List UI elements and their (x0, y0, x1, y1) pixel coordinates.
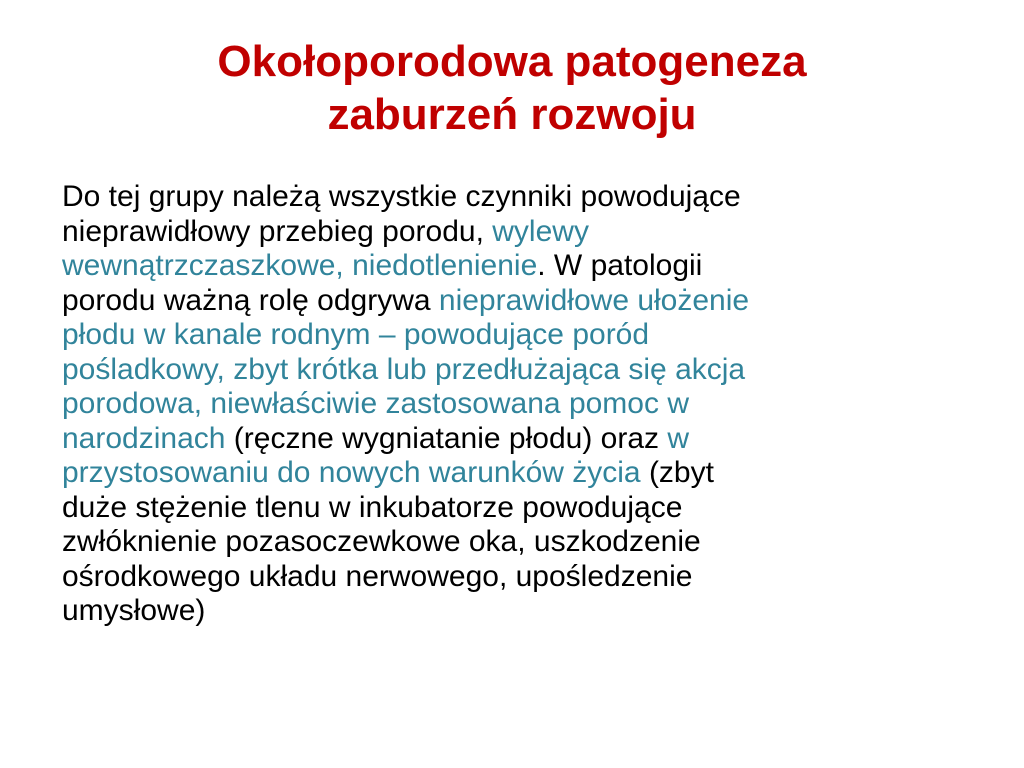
body-text-segment: (ręczne wygniatanie płodu) oraz (225, 421, 668, 455)
slide-title-line-2: zaburzeń rozwoju (327, 90, 697, 139)
highlighted-text-segment: pośladkowy, zbyt krótka lub przedłużająca się akcja (62, 352, 746, 386)
body-text-segment: (zbyt (640, 456, 714, 489)
body-text-segment: Do tej grupy należą wszystkie czynniki powodujące (62, 180, 741, 213)
highlighted-text-segment: płodu w kanale rodnym – powodujące poród (62, 318, 650, 351)
highlighted-text-segment: porodowa, niewłaściwie zastosowana pomoc w (62, 387, 689, 420)
highlighted-text-segment: wewnątrzczaszkowe, niedotlenienie (62, 249, 538, 282)
body-line-2 (62, 215, 962, 250)
body-line-5 (62, 318, 962, 353)
body-text-segment: duże stężenie tlenu w inkubatorze powodujące (62, 490, 683, 524)
body-line-11 (62, 525, 962, 560)
body-line-12 (62, 560, 962, 595)
body-line-13 (62, 594, 962, 629)
body-line-4 (62, 284, 962, 319)
body-text-segment: zwłóknienie pozasoczewkowe oka, uszkodzenie (62, 525, 701, 558)
body-line-6 (62, 353, 962, 388)
highlighted-text-segment: w (667, 421, 690, 455)
highlighted-text-segment: narodzinach (62, 421, 226, 455)
highlighted-text-segment: wylewy (492, 214, 589, 248)
body-text-segment: ośrodkowego układu nerwowego, upośledzenie (62, 559, 693, 593)
body-text-segment: porodu ważną rolę odgrywa (62, 283, 439, 317)
highlighted-text-segment: przystosowaniu do nowych warunków życia (62, 456, 641, 489)
body-line-7 (62, 387, 962, 422)
body-line-1 (62, 180, 962, 215)
body-line-3 (62, 249, 962, 284)
body-line-8 (62, 422, 962, 457)
body-text-segment: umysłowe) (62, 594, 206, 627)
body-line-10 (62, 491, 962, 526)
body-line-9 (62, 456, 962, 491)
highlighted-text-segment: nieprawidłowe ułożenie (438, 283, 750, 317)
body-text-segment: nieprawidłowy przebieg porodu, (62, 214, 493, 248)
slide-title (0, 35, 1024, 141)
slide-body-paragraph (62, 180, 962, 629)
body-text-segment: . W patologii (537, 249, 703, 282)
slide-title-line-1: Okołoporodowa patogeneza (217, 37, 807, 86)
